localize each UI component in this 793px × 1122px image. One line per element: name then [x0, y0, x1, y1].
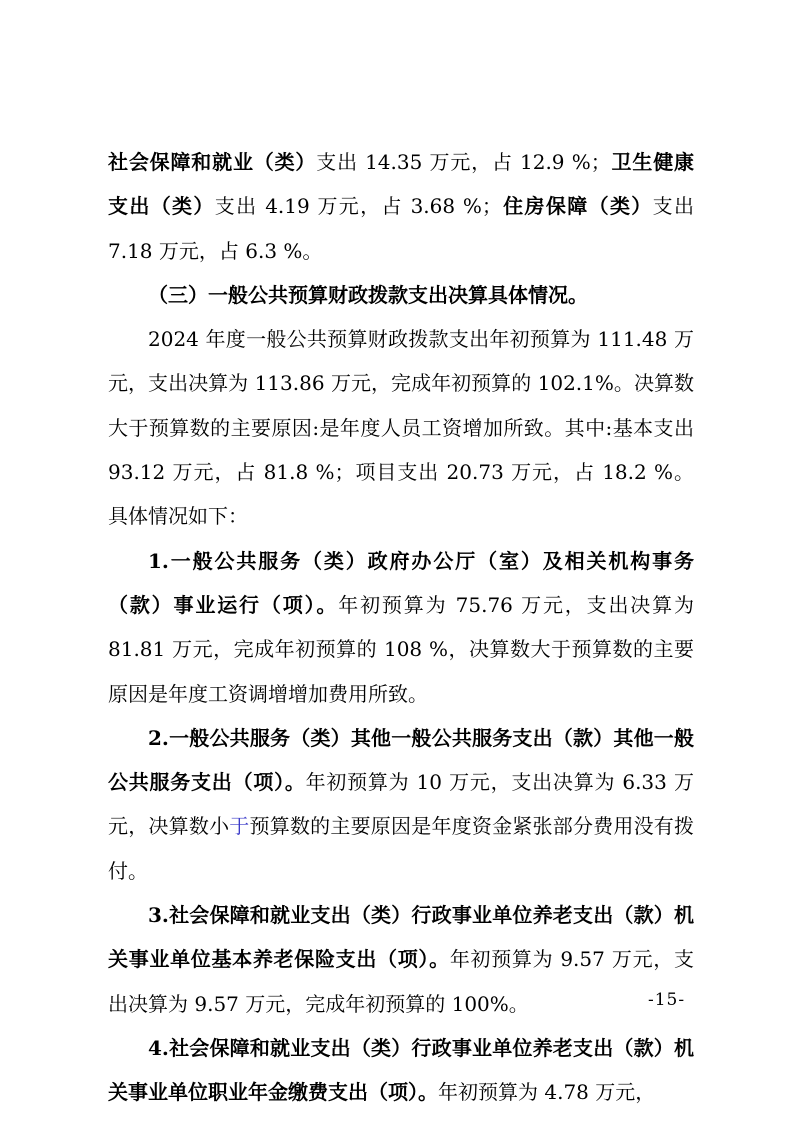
paragraph-item-3 — [108, 893, 694, 1026]
item-1-title: 1.一般公共服务（类）政府办公厅（室）及相关机构事务（款）事业运行（项）。 — [108, 548, 694, 617]
paragraph-item-4 — [108, 1026, 694, 1115]
item-3-title: 3.社会保障和就业支出（类）行政事业单位养老支出（款）机关事业单位基本养老保险支出（项）。 — [108, 903, 694, 972]
paragraph-item-1 — [108, 539, 694, 716]
category-social-security: 社会保障和就业（类） — [108, 150, 317, 174]
item-4-text: 年初预算为 4.78 万元， — [438, 1080, 656, 1105]
item-4-title: 4.社会保障和就业支出（类）行政事业单位养老支出（款）机关事业单位职业年金缴费支出（项）。 — [108, 1035, 694, 1105]
paragraph-overview: 2024 年度一般公共预算财政拨款支出年初预算为 111.48 万元，支出决算为 113.86 万元，完成年初预算的 102.1%。决算数大于预算数的主要原因:是年度人员工资增加所致。其中:基本支出 93.12 万元，占 81.8 %；项目支出 20.73 万元，占 18.2 %。具体情况如下： — [108, 327, 694, 529]
paragraph-expenditure-shares — [108, 140, 694, 273]
item-2-title: 2.一般公共服务（类）其他一般公共服务支出（款）其他一般公共服务支出（项）。 — [108, 725, 694, 795]
inline-text: 支出 7.18 万元，占 6.3 %。 — [108, 194, 695, 263]
inline-text: 支出 4.19 万元，占 3.68 %； — [214, 194, 502, 219]
inline-text: 支出 14.35 万元，占 12.9 %； — [316, 150, 611, 174]
section-heading: （三）一般公共预算财政拨款支出决算具体情况。 — [148, 282, 588, 307]
page-number: -15- — [648, 990, 686, 1010]
item-3-text: 年初预算为 9.57 万元，支出决算为 9.57 万元，完成年初预算的 100%。 — [108, 947, 695, 1016]
item-2-text-cont: 预算数的主要原因是年度资金紧张部分费用没有拨付。 — [108, 814, 695, 883]
item-2-text: 年初预算为 10 万元，支出决算为 6.33 万元，决算数小 — [108, 770, 694, 839]
paragraph-item-2 — [108, 716, 694, 893]
item-1-text: 年初预算为 75.76 万元，支出决算为 81.81 万元，完成年初预算的 108 %，决算数大于预算数的主要原因是年度工资调增增加费用所致。 — [108, 592, 694, 706]
item-2-blue-char: 于 — [229, 814, 250, 839]
category-health: 卫生健康支出（类） — [108, 150, 695, 219]
category-housing: 住房保障（类） — [501, 194, 653, 219]
body-text — [108, 140, 694, 1115]
